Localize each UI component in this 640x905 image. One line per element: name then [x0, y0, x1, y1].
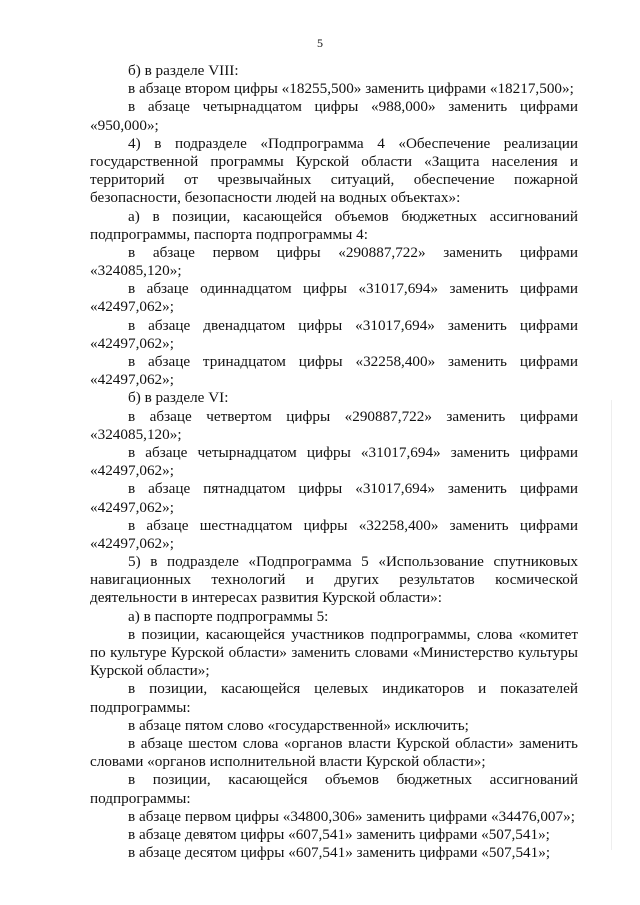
text-line: государственной программы Курской области «Защита населения и [90, 152, 578, 170]
text-line: в позиции, касающейся целевых индикаторов и показателей [128, 680, 578, 698]
text-line: 4) в подразделе «Подпрограмма 4 «Обеспечение реализации [128, 134, 578, 152]
text-line: в абзаце десятом цифры «607,541» заменить цифрами «507,541»; [128, 844, 551, 862]
text-line: в абзаце четырнадцатом цифры «31017,694» заменить цифрами [128, 443, 578, 461]
text-line: «324085,120»; [90, 262, 182, 280]
text-line: в абзаце шестом слова «органов власти Курской области» заменить [128, 734, 578, 752]
text-line: территорий от чрезвычайных ситуаций, обеспечение пожарной [90, 171, 578, 189]
text-line: в абзаце пятом слово «государственной» исключить; [128, 716, 469, 734]
text-line: б) в разделе VI: [128, 389, 229, 407]
text-line: в абзаце одиннадцатом цифры «31017,694» заменить цифрами [128, 280, 578, 298]
text-line: в абзаце пятнадцатом цифры «31017,694» заменить цифрами [128, 480, 578, 498]
scan-edge-mark [611, 400, 612, 850]
page-number: 5 [317, 36, 323, 50]
text-line: подпрограммы, паспорта подпрограммы 4: [90, 225, 368, 243]
text-line: «42497,062»; [90, 298, 174, 316]
text-line: по культуре Курской области» заменить словами «Министерство культуры [90, 644, 578, 661]
text-line: в абзаце первом цифры «290887,722» заменить цифрами [128, 243, 578, 261]
text-line: в абзаце четырнадцатом цифры «988,000» заменить цифрами [128, 98, 578, 116]
text-line: в абзаце первом цифры «34800,306» заменить цифрами «34476,007»; [128, 807, 575, 825]
text-line: а) в позиции, касающейся объемов бюджетных ассигнований [128, 207, 578, 225]
text-line: в абзаце девятом цифры «607,541» заменить цифрами «507,541»; [128, 825, 550, 843]
text-line: а) в паспорте подпрограммы 5: [128, 607, 329, 625]
text-line: «42497,062»; [90, 534, 174, 552]
text-line: деятельности в интересах развития Курской области»: [90, 589, 442, 607]
text-line: «324085,120»; [90, 425, 182, 443]
text-line: «42497,062»; [90, 498, 174, 516]
text-line: «950,000»; [90, 116, 159, 134]
text-line: в позиции, касающейся объемов бюджетных ассигнований [128, 771, 578, 789]
text-line: «42497,062»; [90, 371, 174, 389]
text-line: навигационных технологий и других результатов космической [90, 571, 578, 589]
text-line: б) в разделе VIII: [128, 62, 239, 79]
text-line: подпрограммы: [90, 698, 191, 716]
text-line: подпрограммы: [90, 789, 191, 807]
text-line: «42497,062»; [90, 462, 174, 480]
text-line: 5) в подразделе «Подпрограмма 5 «Использование спутниковых [128, 553, 578, 571]
document-body [90, 62, 578, 862]
text-line: в абзаце четвертом цифры «290887,722» заменить цифрами [128, 407, 578, 425]
text-line: «42497,062»; [90, 334, 174, 352]
text-line: в абзаце тринадцатом цифры «32258,400» заменить цифрами [128, 353, 578, 370]
text-line: в абзаце шестнадцатом цифры «32258,400» заменить цифрами [128, 516, 578, 534]
text-line: в абзаце двенадцатом цифры «31017,694» заменить цифрами [128, 316, 578, 334]
text-line: безопасности, безопасности людей на водных объектах»: [90, 189, 461, 207]
text-line: Курской области»; [90, 662, 210, 680]
text-line: словами «органов исполнительной власти Курской области»; [90, 753, 486, 771]
text-line: в абзаце втором цифры «18255,500» заменить цифрами «18217,500»; [128, 80, 574, 98]
text-line: в позиции, касающейся участников подпрограммы, слова «комитет [128, 625, 578, 643]
